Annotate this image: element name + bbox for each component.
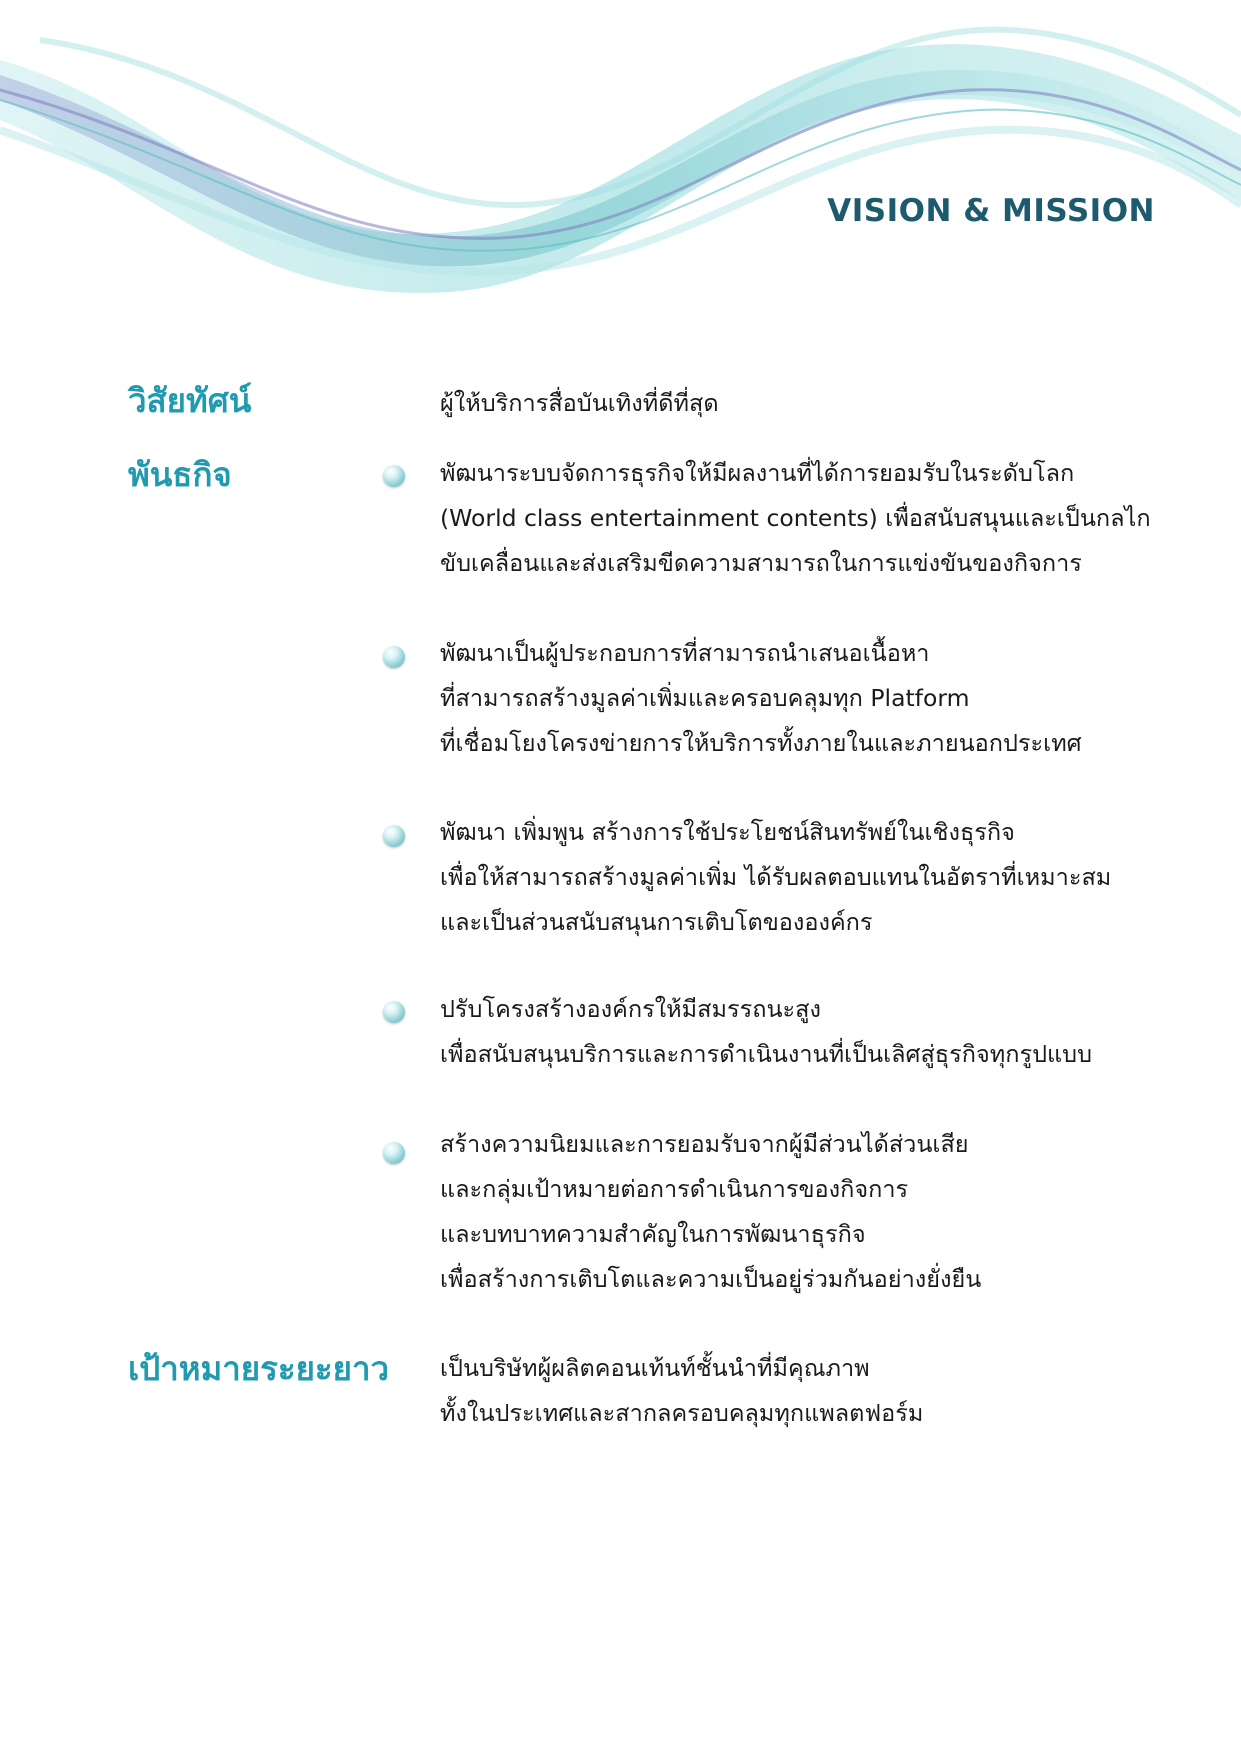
mission-line: และบทบาทความสำคัญในการพัฒนาธุรกิจ [440, 1220, 866, 1248]
wave-banner [0, 0, 1241, 330]
mission-item [440, 810, 1200, 945]
bullet-icon [383, 465, 405, 487]
bullet-icon [383, 825, 405, 847]
mission-line: สร้างความนิยมและการยอมรับจากผู้มีส่วนได้ส่วนเสีย [440, 1130, 969, 1158]
mission-item [440, 987, 1200, 1077]
vision-text [440, 381, 1200, 426]
mission-line: และเป็นส่วนสนับสนุนการเติบโตขององค์กร [440, 908, 873, 936]
mission-line: พัฒนา เพิ่มพูน สร้างการใช้ประโยชน์สินทรัพย์ในเชิงธุรกิจ [440, 818, 1015, 846]
mission-line: ขับเคลื่อนและส่งเสริมขีดความสามารถในการแข่งขันของกิจการ [440, 549, 1082, 577]
mission-item [440, 1122, 1200, 1302]
mission-line: ที่สามารถสร้างมูลค่าเพิ่มและครอบคลุมทุก Platform [440, 684, 970, 712]
mission-line: ที่เชื่อมโยงโครงข่ายการให้บริการทั้งภายในและภายนอกประเทศ [440, 729, 1082, 757]
bullet-icon [383, 646, 405, 668]
mission-line: เพื่อให้สามารถสร้างมูลค่าเพิ่ม ได้รับผลตอบแทนในอัตราที่เหมาะสม [440, 863, 1112, 891]
bullet-icon [383, 1142, 405, 1164]
mission-item [440, 451, 1200, 586]
bullet-icon [383, 1001, 405, 1023]
mission-line: (World class entertainment contents) เพื่อสนับสนุนและเป็นกลไก [440, 504, 1151, 532]
mission-line: เพื่อสนับสนุนบริการและการดำเนินงานที่เป็นเลิศสู่ธุรกิจทุกรูปแบบ [440, 1040, 1092, 1068]
mission-line: พัฒนาระบบจัดการธุรกิจให้มีผลงานที่ได้การยอมรับในระดับโลก [440, 459, 1075, 487]
goal-line: ทั้งในประเทศและสากลครอบคลุมทุกแพลตฟอร์ม [440, 1399, 924, 1427]
mission-item [440, 631, 1200, 766]
mission-line: ปรับโครงสร้างองค์กรให้มีสมรรถนะสูง [440, 995, 821, 1023]
mission-line: พัฒนาเป็นผู้ประกอบการที่สามารถนำเสนอเนื้อหา [440, 639, 930, 667]
long-term-goal-heading: เป้าหมายระยะยาว [128, 1349, 390, 1388]
goal-line: เป็นบริษัทผู้ผลิตคอนเท้นท์ชั้นนำที่มีคุณภาพ [440, 1354, 870, 1382]
mission-heading: พันธกิจ [128, 455, 232, 494]
vision-line: ผู้ให้บริการสื่อบันเทิงที่ดีที่สุด [440, 389, 719, 417]
mission-line: เพื่อสร้างการเติบโตและความเป็นอยู่ร่วมกันอย่างยั่งยืน [440, 1265, 982, 1293]
long-term-goal-text [440, 1346, 1200, 1436]
mission-line: และกลุ่มเป้าหมายต่อการดำเนินการของกิจการ [440, 1175, 909, 1203]
vision-heading: วิสัยทัศน์ [128, 381, 252, 420]
page-title: VISION & MISSION [827, 193, 1155, 229]
